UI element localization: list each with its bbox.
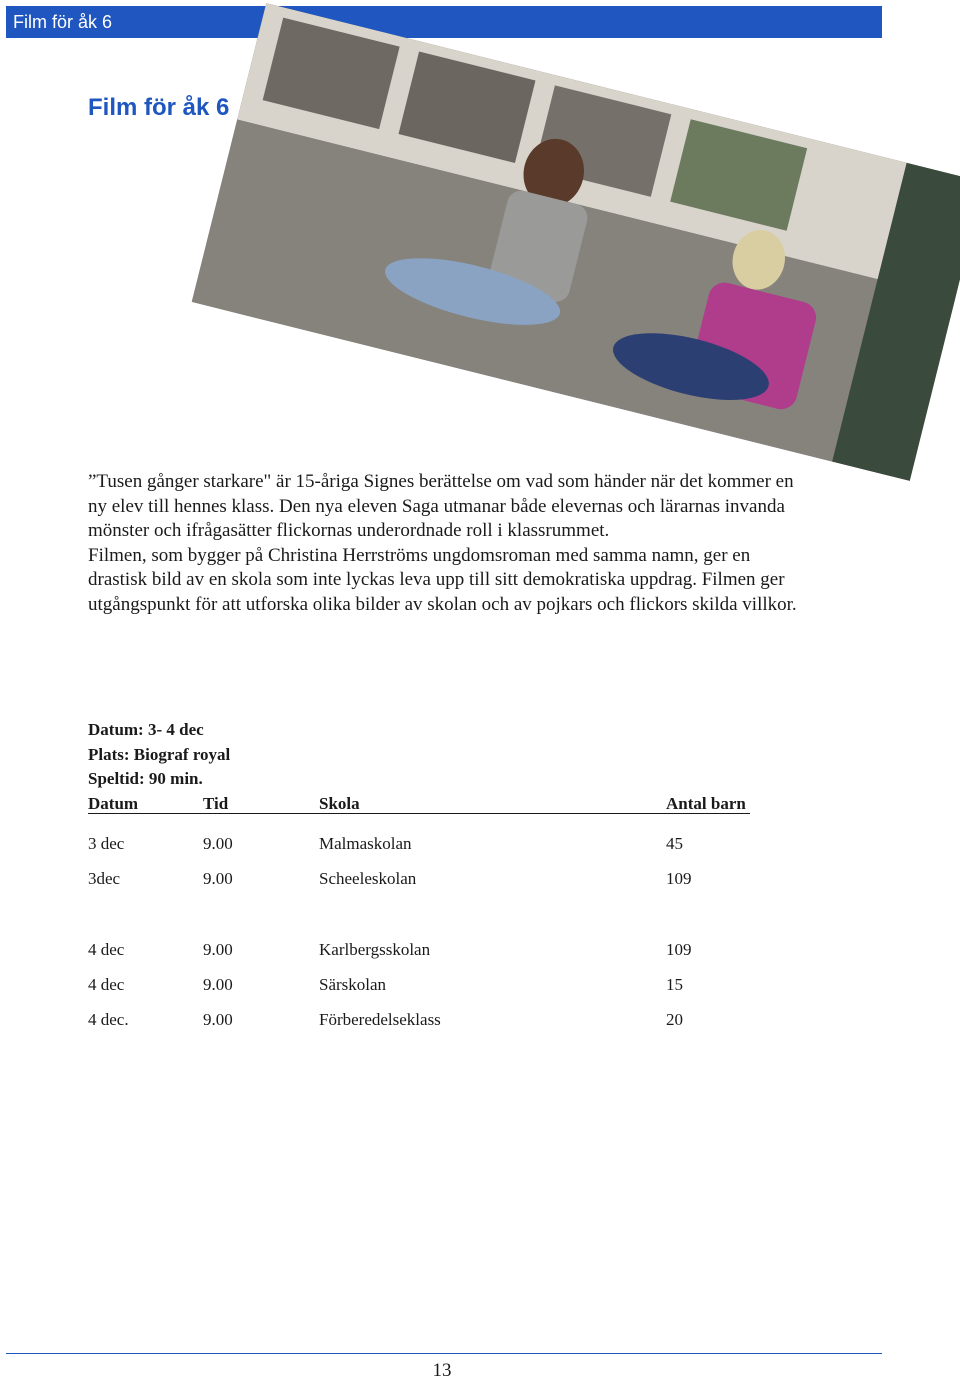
intro-paragraph-2: Filmen, som bygger på Christina Herrströms ungdomsroman med samma namn, ger en drastisk bild av en skola som inte lyckas leva upp till sitt demokratiska uppdrag. Filmen ger utgångspunkt för att utforska olika bilder av skolan och av pojkars och flickors skilda villkor.	[88, 544, 797, 615]
page-number: 13	[432, 1360, 452, 1381]
header-title: Film för åk 6	[13, 12, 113, 32]
cell-datum: 4 dec.	[88, 1010, 129, 1029]
intro-paragraph-1: ”Tusen gånger starkare" är 15-åriga Signes berättelse om vad som händer när det kommer en ny elev till hennes klass. Den nya eleven Saga utmanar både elevernas och lärarnas invanda mönster och ifrågasätter flickornas underordnade roll i klassrummet.	[88, 471, 794, 542]
info-speltid: Speltid: 90 min.	[88, 769, 203, 789]
info-datum: Datum: 3- 4 dec	[88, 720, 204, 739]
column-header-skola: Skola	[319, 794, 360, 813]
info-plats: Plats: Biograf royal	[88, 744, 231, 764]
header-bar	[6, 6, 882, 38]
cell-tid: 9.00	[203, 940, 233, 959]
cell-skola: Malmaskolan	[319, 834, 412, 853]
cell-antal-barn: 45	[666, 834, 683, 853]
cell-datum: 4 dec	[88, 940, 125, 959]
column-header-antal-barn: Antal barn	[666, 794, 746, 813]
cell-skola: Karlbergsskolan	[319, 940, 431, 959]
footer-divider	[6, 1353, 882, 1354]
table-row	[88, 826, 750, 861]
cell-datum: 3 dec	[88, 834, 125, 853]
cell-tid: 9.00	[203, 975, 233, 994]
screening-info	[88, 718, 230, 792]
schedule-table	[88, 792, 750, 1037]
cell-antal-barn: 109	[666, 940, 692, 959]
table-row	[88, 1002, 750, 1037]
cell-datum: 4 dec	[88, 975, 125, 994]
cell-skola: Särskolan	[319, 975, 387, 994]
cell-antal-barn: 15	[666, 975, 683, 994]
intro-text	[88, 470, 808, 618]
film-still-photo	[192, 3, 960, 481]
cell-datum: 3dec	[88, 869, 121, 888]
cell-tid: 9.00	[203, 1010, 233, 1029]
page-title: Film för åk 6	[88, 94, 230, 121]
column-header-datum: Datum	[88, 794, 139, 813]
table-row	[88, 932, 750, 967]
table-row	[88, 967, 750, 1002]
table-header-row	[88, 792, 750, 814]
cell-skola: Förberedelseklass	[319, 1010, 441, 1029]
cell-tid: 9.00	[203, 869, 233, 888]
column-header-tid: Tid	[203, 794, 229, 813]
cell-skola: Scheeleskolan	[319, 869, 417, 888]
cell-antal-barn: 109	[666, 869, 692, 888]
table-row	[88, 861, 750, 896]
row-spacer	[88, 896, 750, 932]
cell-tid: 9.00	[203, 834, 233, 853]
table-body	[88, 826, 750, 1037]
cell-antal-barn: 20	[666, 1010, 683, 1029]
